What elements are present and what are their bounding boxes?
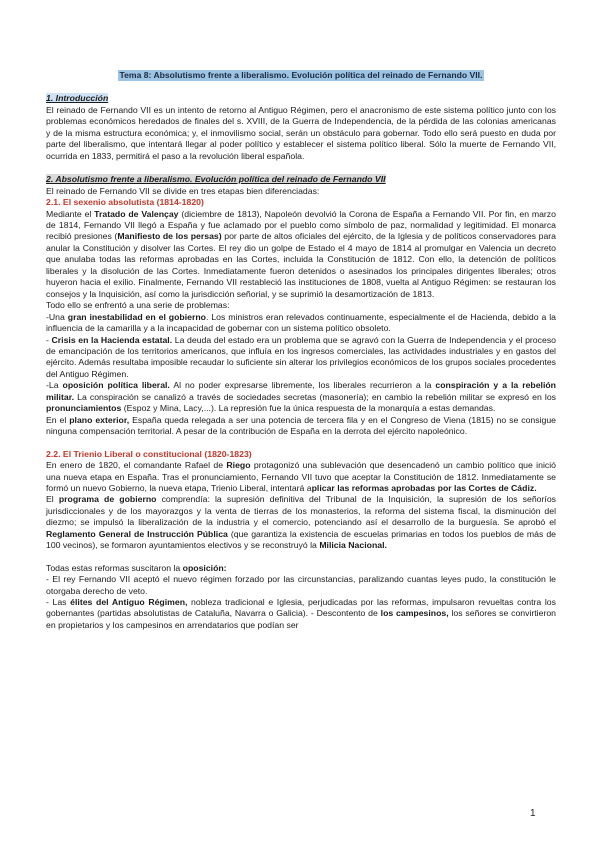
section-1-heading (46, 93, 556, 104)
paragraph-2-1-4: - Crisis en la Hacienda estatal. La deuda del estado era un problema que se agravó con la Guerra de Independencia y el proceso de emancipación de los territorios americanos, que influía en los ingresos comerciales, las actividades industriales y en gastos del ejército. Además resultaba imposible recaudar lo suficiente sin alterar los privilegios económicos de los grupos sociales procedentes del Antiguo Régimen. (46, 334, 556, 379)
paragraph-2-2-4: - El rey Fernando VII aceptó el nuevo régimen forzado por las circunstancias, paralizando cuantas leyes pudo, la constitución le otorgaba derecho de veto. (46, 574, 556, 596)
paragraph-2-1-2: Todo ello se enfrentó a una serie de problemas: (46, 300, 230, 311)
paragraph-2-1-6: En el plano exterior, España queda relegada a ser una potencia de tercera fila y en el Congreso de Viena (1815) no se consigue ninguna compensación territorial. A pesar de la contribución de España en la derrota del ejército napoleónico. (46, 414, 557, 437)
paragraph-2-2-2: El programa de gobierno comprendía: la supresión definitiva del Tribunal de la Inquisición, la supresión de los señoríos jurisdiccionales y de los mayorazgos y la venta de tierras de los monasterios, la reforma del sistema fiscal, la disminución del diezmo; se impulsó la liberalización de la industria y el comercio, potenciando así el desarrollo de la burguesía. Se aprobó el Reglamento General de Instrucción Pública (que garantiza la existencia de escuelas primarias en todos los pueblos de más de 100 vecinos), se formaron ayuntamientos electivos y se reconstruyó la Milicia Nacional. (46, 494, 556, 551)
paragraph-2-2-3: Todas estas reformas suscitaron la oposición: (46, 562, 227, 573)
paragraph-2-2-1: En enero de 1820, el comandante Rafael de Riego protagonizó una sublevación que desencadenó un cambio político que inició una nueva etapa en España. Tras el pronunciamiento, Fernando VII tuvo que aceptar la Constitución de 1812. Inmediatamente se formó un nuevo Gobierno, la nueva etapa, Trienio Liberal, intentará aplicar las reformas aprobadas por las Cortes de Cádiz. (46, 460, 556, 493)
paragraph-2-1-5: -La oposición política liberal. Al no poder expresarse libremente, los liberales recurrieron a la conspiración y a la rebelión militar. La conspiración se canalizó a través de sociedades secretas (masonería); en cambio la rebelión militar se expresó en los pronunciamientos (Espoz y Mina, Lacy,...). La represión fue la única respuesta de la monarquía a estas demandas. (46, 380, 556, 414)
paragraph-2-1-3: -Una gran inestabilidad en el gobierno. Los ministros eran relevados continuamente, especialmente el de Hacienda, debido a la influencia de la camarilla y a la incapacidad de gobernar con un sistema político obsoleto. (46, 311, 557, 334)
subsection-2-2-heading: 2.2. El Trienio Liberal o constitucional (1820-1823) (46, 448, 252, 459)
title-wrap (46, 70, 556, 81)
page-content (46, 70, 556, 631)
page-title: Tema 8: Absolutismo frente a liberalismo. Evolución política del reinado de Fernando VII. (119, 70, 483, 80)
section-2-heading (46, 174, 556, 185)
subsection-2-1-heading: 2.1. El sexenio absolutista (1814-1820) (46, 197, 204, 208)
section-2-heading-text: 2. Absolutismo frente a liberalismo. Evolución política del reinado de Fernando VII (46, 174, 386, 185)
section-2-intro: El reinado de Fernando VII se divide en tres etapas bien diferenciadas: (46, 185, 320, 196)
section-1-text: El reinado de Fernando VII es un intento de retorno al Antiguo Régimen, pero el anacronismo de este sistema político junto con los problemas económicos heredados de finales del s. XVIII, de la Guerra de Independencia, de la pérdida de las colonias americanas y de la misma estructura económica; y, el inmovilismo social, serán un obstáculo para gobernar. Todo ello será puesto en duda por parte del liberalismo, que intentará llegar al poder político y establecer el sistema político liberal. Sólo la muerte de Fernando VII, ocurrida en 1833, permitirá el paso a la revolución liberal española. (46, 104, 556, 161)
paragraph-2-2-5: - Las élites del Antiguo Régimen, nobleza tradicional e Iglesia, perjudicadas por las reformas, impulsaron revueltas contra los gobernantes (partidas absolutistas de Cataluña, Navarra o Galicia). - Descontento de los campesinos, los señores se convirtieron en propietarios y los campesinos en arrendatarios que podían ser (46, 597, 557, 630)
paragraph-2-1-1: Mediante el Tratado de Valençay (diciembre de 1813), Napoleón devolvió la Corona de España a Fernando VII. Por fin, en marzo de 1814, Fernando VII llegó a España y fue aclamado por el pueblo como símbolo de paz, normalidad y legitimidad. El monarca recibió presiones (Manifiesto de los persas) por parte de altos oficiales del ejército, de la Iglesia y de políticos conservadores para anular la Constitución y disolver las Cortes. El rey dio un golpe de Estado el 4 mayo de 1814 al promulgar en Valencia un decreto que anulaba todas las reformas aprobadas en las Cortes, incluida la Constitución de 1812. Con ello, la detención de políticos liberales y la disolución de las Cortes. Inmediatamente fueron detenidos o asesinados los principales dirigentes liberales; otros huyeron hacia el exilio. Finalmente, Fernando VII restableció las instituciones de 1808, vuelta al Antiguo Régimen: se restauran los consejos y la Inquisición, así como la jurisdicción señorial, y se suprimió la desamortización de 1813. (46, 208, 557, 299)
page-number: 1 (530, 808, 536, 819)
section-1-heading-text: 1. Introducción (46, 93, 109, 104)
